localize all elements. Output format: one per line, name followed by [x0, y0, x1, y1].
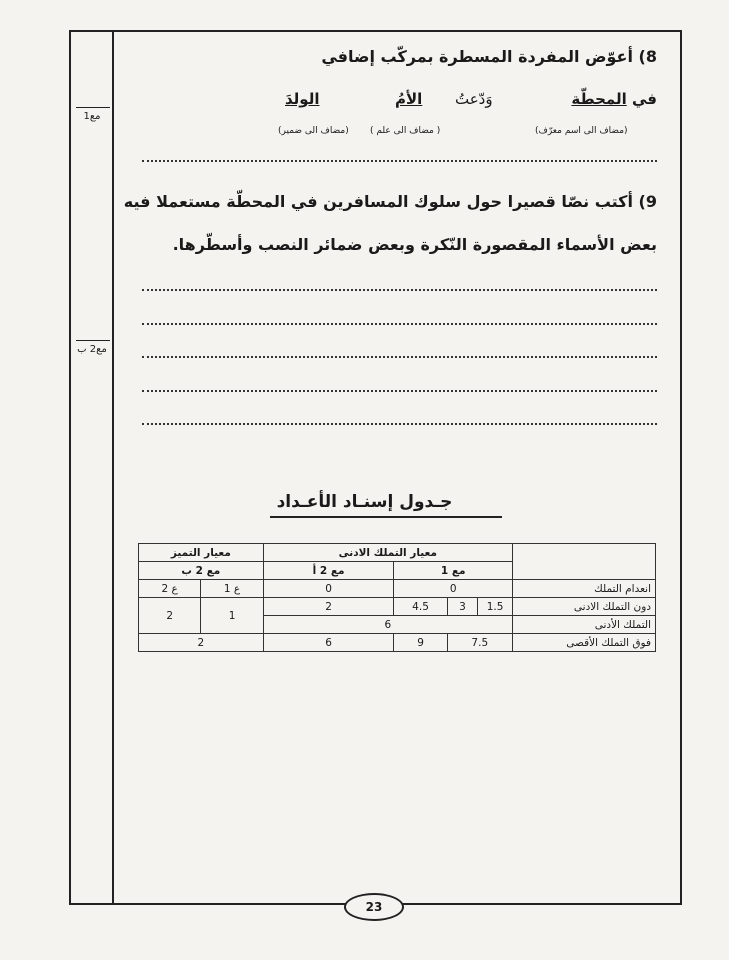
cell: 3 — [447, 598, 478, 616]
title-underline — [270, 516, 502, 518]
question-8-heading: 8) أعوّض المفردة المسطرة بمركّب إضافي — [321, 47, 657, 66]
table-row — [139, 598, 656, 616]
margin-label-2: مع2 ب — [77, 344, 107, 355]
underlined-word-1: المحطّة — [571, 90, 627, 108]
cell: 4.5 — [394, 598, 447, 616]
underlined-word-3: الأمُ — [395, 90, 423, 108]
row-label: انعدام التملك — [512, 580, 655, 598]
hint-2: ( مضاف الى علم ) — [370, 126, 441, 136]
score-box-2 — [76, 340, 110, 341]
cell: 2 — [139, 598, 201, 634]
row-label: فوق التملك الأقصى — [512, 634, 655, 652]
row-label: التملك الأدنى — [512, 616, 655, 634]
header-spacer — [512, 544, 655, 580]
margin-label-1: مع1 — [83, 111, 101, 122]
table-row — [139, 634, 656, 652]
sentence-prefix: في المحطّة — [571, 90, 657, 108]
cell: 7.5 — [447, 634, 512, 652]
cell: 1 — [201, 598, 263, 634]
cell: 0 — [263, 580, 394, 598]
cell: 1.5 — [478, 598, 513, 616]
row-label: دون التملك الادنى — [512, 598, 655, 616]
cell: 6 — [263, 616, 512, 634]
cell: 2 — [139, 634, 264, 652]
header-min: معيار التملك الادنى — [263, 544, 512, 562]
cell: 2 — [263, 598, 394, 616]
sentence-word-2: وَدّعتُ — [455, 90, 493, 108]
header-excel: معيار التميز — [139, 544, 264, 562]
answer-line-q9-4[interactable] — [142, 390, 657, 392]
answer-line-q9-2[interactable] — [142, 323, 657, 325]
answer-line-q9-3[interactable] — [142, 356, 657, 358]
score-box-1 — [76, 107, 110, 108]
cell: ع 1 — [201, 580, 263, 598]
table-row — [139, 544, 656, 562]
cell: 0 — [394, 580, 513, 598]
table-title: جـدول إسنـاد الأعـداد — [276, 492, 453, 512]
question-9-line-2: بعض الأسماء المقصورة النّكرة وبعض ضمائر النصب وأسطّرها. — [172, 235, 657, 254]
col-m2b: مع 2 ب — [139, 562, 264, 580]
answer-line-q9-1[interactable] — [142, 289, 657, 291]
cell: ع 2 — [139, 580, 201, 598]
hint-3: (مضاف الى ضمير) — [278, 126, 349, 136]
col-m1: مع 1 — [394, 562, 513, 580]
cell: 9 — [394, 634, 447, 652]
col-m2a: مع 2 أ — [263, 562, 394, 580]
page-number: 23 — [344, 893, 404, 921]
answer-line-q9-5[interactable] — [142, 423, 657, 425]
table-row — [139, 580, 656, 598]
hint-1: (مضاف الى اسم معرّف) — [535, 126, 628, 136]
margin-divider — [112, 30, 114, 905]
cell: 6 — [263, 634, 394, 652]
grading-table — [138, 543, 656, 652]
question-9-line-1: 9) أكتب نصّا قصيرا حول سلوك المسافرين في المحطّة مستعملا فيه — [123, 192, 657, 211]
underlined-word-4: الولدَ — [285, 90, 320, 108]
answer-line-q8[interactable] — [142, 160, 657, 162]
